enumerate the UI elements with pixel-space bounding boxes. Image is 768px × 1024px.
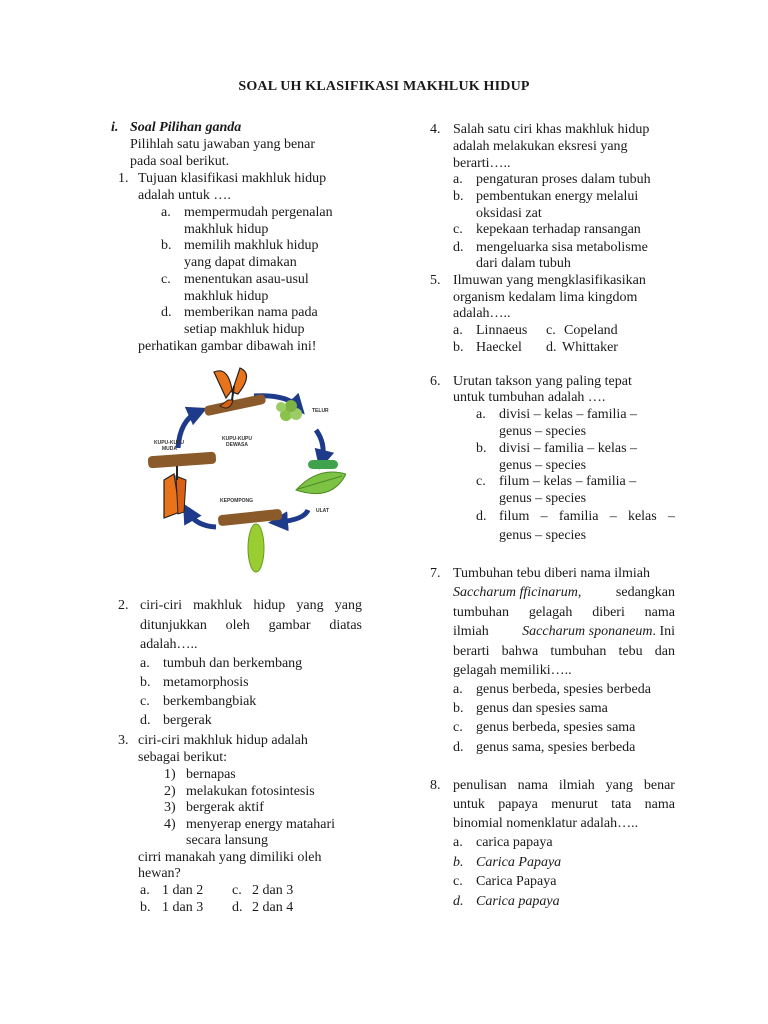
option-letter: a. (453, 835, 463, 850)
question-stem (453, 778, 675, 795)
word: benar (643, 778, 675, 793)
young-butterfly-icon (148, 452, 217, 518)
label-telur: TELUR (312, 408, 329, 414)
option-letter: b. (476, 441, 487, 456)
option-text: berkembangbiak (163, 694, 257, 709)
question-stem: binomial nomenklatur adalah….. (453, 816, 639, 831)
question-stem: untuk tumbuhan adalah …. (453, 390, 606, 405)
question-stem (453, 624, 675, 641)
word: nama (517, 778, 548, 793)
option-letter: c. (140, 694, 150, 709)
question-number: 8. (430, 778, 441, 793)
list-item: menyerap energy matahari (186, 817, 336, 832)
word: tumbuhan (453, 605, 509, 620)
question-stem: adalah melakukan eksresi yang (453, 139, 628, 154)
word: yang (334, 598, 362, 613)
word: filum (499, 509, 530, 524)
word: oleh (225, 618, 250, 633)
option-letter: c. (476, 474, 486, 489)
option-text: makhluk hidup (184, 222, 269, 237)
label-ulat: ULAT (316, 508, 329, 514)
word: – (540, 509, 548, 524)
cocoon-icon (218, 509, 283, 572)
label-kupu-dewasa: KUPU-KUPU (222, 436, 252, 442)
instruction-note: perhatikan gambar dibawah ini! (138, 339, 317, 354)
question-stem: Urutan takson yang paling tepat (453, 374, 632, 389)
question-number: 5. (430, 273, 441, 288)
word: ilmiah (558, 778, 595, 793)
word: hidup (253, 598, 286, 613)
word: familia (558, 509, 599, 524)
section-title: Soal Pilihan ganda (130, 120, 242, 135)
list-item: bernapas (186, 767, 236, 782)
word: – (667, 509, 675, 524)
option-text: Carica Papaya (476, 874, 557, 889)
option-letter: b. (453, 340, 464, 355)
option-letter: b. (140, 675, 151, 690)
word: . Ini (652, 624, 675, 639)
word: nama (644, 605, 675, 620)
option-text: setiap makhluk hidup (184, 322, 305, 337)
option-letter: c. (453, 222, 463, 237)
list-item: bergerak aktif (186, 800, 264, 815)
option-letter: a. (140, 883, 150, 898)
option-text: genus – species (499, 458, 587, 473)
option-text: Copeland (564, 323, 618, 338)
word: kelas (627, 509, 657, 524)
question-number: 7. (430, 566, 441, 581)
instruction-line: Pilihlah satu jawaban yang benar (130, 137, 316, 152)
question-stem: adalah….. (140, 637, 198, 652)
document-title: SOAL UH KLASIFIKASI MAKHLUK HIDUP (238, 79, 530, 94)
option-text: genus berbeda, spesies sama (476, 720, 636, 735)
word: tumbuhan (550, 644, 607, 659)
question-number: 1. (118, 171, 129, 186)
word: untuk (453, 797, 485, 812)
word: yang (296, 598, 324, 613)
question-stem: Tujuan klasifikasi makhluk hidup (138, 171, 327, 186)
option-text: genus – species (499, 528, 587, 543)
word: diatas (329, 618, 362, 633)
word: , (577, 585, 582, 600)
option-letter: d. (232, 900, 243, 915)
option-letter: b. (140, 900, 151, 915)
option-letter: c. (453, 720, 463, 735)
question-number: 6. (430, 374, 441, 389)
question-stem (453, 644, 675, 661)
option-letter: c. (232, 883, 242, 898)
option-text: pengaturan proses dalam tubuh (476, 172, 651, 187)
list-number: 2) (164, 784, 176, 799)
section-number: i. (111, 120, 119, 135)
word: gelagah (528, 605, 573, 620)
option-text: memilih makhluk hidup (184, 238, 319, 253)
label-kupu-dewasa: DEWASA (226, 442, 248, 448)
option-letter: d. (546, 340, 557, 355)
word: tata (611, 797, 632, 812)
option-text: genus dan spesies sama (476, 701, 608, 716)
option-letter: a. (161, 205, 171, 220)
option-letter: a. (453, 682, 463, 697)
option-text: menentukan asau-usul (184, 272, 309, 287)
cycle-arrow (188, 512, 216, 527)
option-text: 2 dan 4 (252, 900, 294, 915)
word: ciri-ciri (140, 598, 182, 613)
word: gambar (268, 618, 311, 633)
question-stem: Salah satu ciri khas makhluk hidup (453, 122, 650, 137)
option-text: metamorphosis (163, 675, 249, 690)
option-letter: a. (453, 323, 463, 338)
option-text: mengeluarka sisa metabolisme (476, 240, 648, 255)
word: sedangkan (615, 585, 675, 600)
adult-butterfly-icon (204, 368, 267, 416)
option-text: Haeckel (476, 340, 522, 355)
question-stem: berarti….. (453, 156, 511, 171)
scientific-name: Saccharum sponaneum (522, 624, 653, 639)
word: bahwa (501, 644, 539, 659)
option-text: kepekaan terhadap ransangan (476, 222, 641, 237)
option-text: Carica Papaya (476, 855, 562, 870)
list-item: secara lansung (186, 833, 269, 848)
question-stem: adalah….. (453, 306, 511, 321)
option-text: yang dapat dimakan (184, 255, 297, 270)
question-stem (453, 585, 675, 602)
option-text: genus sama, spesies berbeda (476, 740, 636, 755)
question-stem: Tumbuhan tebu diberi nama ilmiah (453, 566, 651, 581)
question-number: 3. (118, 733, 129, 748)
option-text: pembentukan energy melalui (476, 189, 639, 204)
option-text: mempermudah pergenalan (184, 205, 333, 220)
option-text: dari dalam tubuh (476, 256, 571, 271)
option-text: makhluk hidup (184, 289, 269, 304)
caterpillar-on-leaf-icon (296, 460, 346, 494)
option-text: Carica papaya (476, 894, 560, 909)
option-text (499, 509, 675, 526)
word: yang (605, 778, 633, 793)
word: makhluk (193, 598, 243, 613)
option-letter: a. (453, 172, 463, 187)
cycle-arrow (316, 430, 323, 460)
label-kupu-muda: KUPU-KUPU (154, 440, 184, 446)
word: tebu (618, 644, 643, 659)
list-number: 1) (164, 767, 176, 782)
option-text: tumbuh dan berkembang (163, 656, 303, 671)
option-text: genus berbeda, spesies berbeda (476, 682, 651, 697)
option-letter: a. (140, 656, 150, 671)
option-text: 1 dan 2 (162, 883, 204, 898)
option-text: carica papaya (476, 835, 553, 850)
option-letter: d. (453, 894, 464, 909)
option-letter: d. (453, 240, 464, 255)
question-stem: adalah untuk …. (138, 188, 231, 203)
question-stem (140, 598, 362, 615)
label-kepompong: KEPOMPONG (220, 498, 254, 504)
option-letter: b. (453, 189, 464, 204)
question-stem: ciri-ciri makhluk hidup adalah (138, 733, 308, 748)
word: dan (654, 644, 675, 659)
option-letter: c. (161, 272, 171, 287)
cycle-arrow (278, 510, 308, 522)
option-text: memberikan nama pada (184, 305, 318, 320)
list-number: 3) (164, 800, 176, 815)
option-letter: d. (453, 740, 464, 755)
option-letter: d. (140, 713, 151, 728)
question-number: 2. (118, 598, 129, 613)
word: diberi (592, 605, 625, 620)
question-ask: hewan? (138, 866, 181, 881)
word: berarti (453, 644, 490, 659)
option-text: oksidasi zat (476, 206, 542, 221)
option-text: bergerak (163, 713, 212, 728)
option-letter: b. (453, 855, 464, 870)
word: ilmiah (453, 624, 489, 639)
word: nama (644, 797, 675, 812)
question-stem (453, 797, 675, 814)
question-ask: cirri manakah yang dimiliki oleh (138, 850, 322, 865)
word: papaya (498, 797, 538, 812)
word: ditunjukkan (140, 618, 207, 633)
option-letter: d. (476, 509, 487, 524)
option-text: filum – kelas – familia – (499, 474, 637, 489)
question-stem (140, 618, 362, 635)
label-kupu-muda: MUDA (162, 446, 177, 452)
option-letter: b. (161, 238, 172, 253)
option-text: Linnaeus (476, 323, 528, 338)
eggs-icon (276, 400, 302, 421)
option-text: divisi – kelas – familia – (499, 407, 638, 422)
list-number: 4) (164, 817, 176, 832)
option-letter: d. (161, 305, 172, 320)
option-text: genus – species (499, 424, 587, 439)
question-stem: sebagai berikut: (138, 750, 228, 765)
word: penulisan (453, 778, 507, 793)
option-letter: c. (453, 874, 463, 889)
option-text: 1 dan 3 (162, 900, 204, 915)
butterfly-life-cycle-diagram (136, 362, 346, 584)
option-text: divisi – familia – kelas – (499, 441, 638, 456)
question-stem: gelagah memiliki….. (453, 663, 572, 678)
option-text: 2 dan 3 (252, 883, 294, 898)
list-item: melakukan fotosintesis (186, 784, 315, 799)
option-letter: c. (546, 323, 556, 338)
option-letter: a. (476, 407, 486, 422)
instruction-line: pada soal berikut. (130, 154, 230, 169)
question-number: 4. (430, 122, 441, 137)
question-stem (453, 605, 675, 622)
question-stem: organism kedalam lima kingdom (453, 290, 638, 305)
option-letter: b. (453, 701, 464, 716)
question-stem: Ilmuwan yang mengklasifikasikan (453, 273, 646, 288)
scientific-name: Saccharum fficinarum (453, 585, 578, 600)
option-text: genus – species (499, 491, 587, 506)
word: – (609, 509, 617, 524)
word: menurut (551, 797, 598, 812)
option-text: Whittaker (562, 340, 618, 355)
